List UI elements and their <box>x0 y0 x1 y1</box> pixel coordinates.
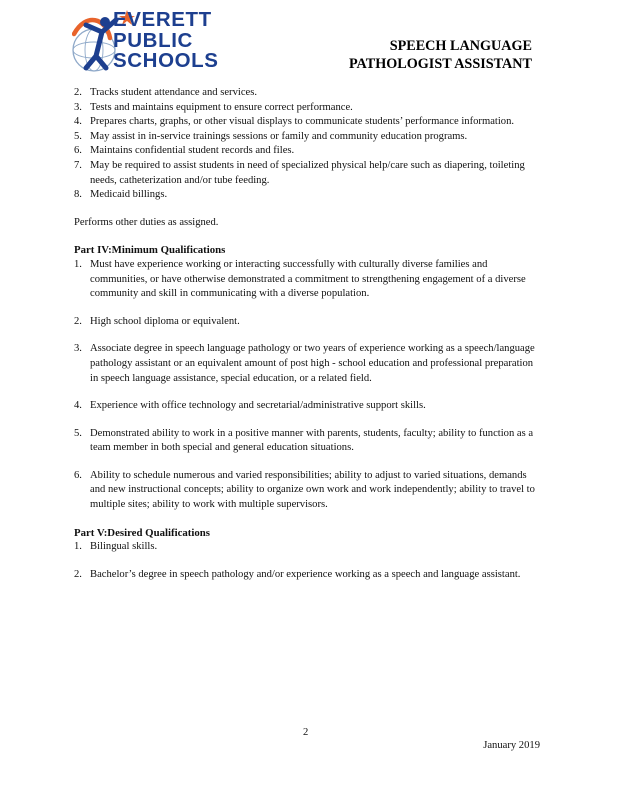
item-number: 7. <box>74 159 82 171</box>
item-number: 6. <box>74 145 82 157</box>
logo-line: EVERETT <box>113 8 212 31</box>
item-text: Associate degree in speech language pathology or two years of experience working as a speech/language pathology assistant or an equivalent amount of post high - school education and professional preparation in speech language assistance, special education, or a related field. <box>90 343 535 384</box>
list-item <box>74 144 542 159</box>
list-item <box>74 101 542 116</box>
item-number: 2. <box>74 568 82 580</box>
item-number: 1. <box>74 258 82 270</box>
other-duties-text: Performs other duties as assigned. <box>74 216 219 228</box>
item-text: High school diploma or equivalent. <box>90 315 240 327</box>
title-line: PATHOLOGIST ASSISTANT <box>348 56 532 72</box>
list-item <box>74 469 542 513</box>
item-text: Tests and maintains equipment to ensure correct performance. <box>90 101 353 113</box>
list-item <box>74 258 542 302</box>
item-number: 5. <box>74 130 82 142</box>
desired-qualifications-list <box>74 540 542 582</box>
duties-list <box>74 86 542 203</box>
item-number: 3. <box>74 343 82 355</box>
minimum-qualifications-list <box>74 258 542 513</box>
item-text: Demonstrated ability to work in a positive manner with parents, students, faculty; ability to function as a team member in both special and general education situations. <box>90 427 534 454</box>
document-body <box>74 86 542 582</box>
item-text: May assist in in-service trainings sessions or family and community education programs. <box>90 130 468 142</box>
item-number: 4. <box>74 400 82 412</box>
item-number: 2. <box>74 315 82 327</box>
page-number: 2 <box>303 727 309 738</box>
list-item <box>74 540 542 555</box>
list-item <box>74 399 542 414</box>
part-iv-heading: Part IV:Minimum Qualifications <box>74 244 226 257</box>
item-text: Medicaid billings. <box>90 189 168 201</box>
item-text: Ability to schedule numerous and varied responsibilities; ability to adjust to varied situations, demands and new instructional concepts; ability to organize own work and work independently; ability to travel to multiple sites; ability to work with multiple supervisors. <box>90 469 535 511</box>
item-number: 3. <box>74 101 82 113</box>
list-item <box>74 115 542 130</box>
item-text: Bachelor’s degree in speech pathology and/or experience working as a speech and language assistant. <box>90 568 521 580</box>
item-text: Maintains confidential student records and files. <box>90 145 295 157</box>
item-number: 5. <box>74 427 82 439</box>
item-text: Experience with office technology and secretarial/administrative support skills. <box>90 400 426 412</box>
item-number: 1. <box>74 541 82 553</box>
logo-line: PUBLIC <box>113 28 193 52</box>
list-item <box>74 159 542 188</box>
list-item <box>74 427 542 456</box>
list-item <box>74 568 542 583</box>
item-text: Must have experience working or interacting successfully with culturally diverse families and communities, or have otherwise demonstrated a commitment to strengthening engagement of a diverse community and skill in communicating with a diverse population. <box>90 258 526 300</box>
document-title <box>349 37 532 73</box>
list-item <box>74 315 542 330</box>
list-item <box>74 130 542 145</box>
list-item <box>74 86 542 101</box>
list-item <box>74 342 542 386</box>
list-item <box>74 188 542 203</box>
item-text: Tracks student attendance and services. <box>90 87 257 98</box>
item-text: Bilingual skills. <box>90 541 158 553</box>
item-number: 4. <box>74 116 82 128</box>
item-number: 2. <box>74 87 82 98</box>
logo-line: SCHOOLS <box>113 49 219 72</box>
logo-wordmark <box>113 10 219 72</box>
item-number: 8. <box>74 189 82 201</box>
revision-date: January 2019 <box>483 740 540 751</box>
part-v-heading: Part V:Desired Qualifications <box>74 526 210 539</box>
item-text: May be required to assist students in need of specialized physical help/care such as diapering, toileting needs, catheterization and/or tube feeding. <box>90 159 525 186</box>
item-number: 6. <box>74 469 82 481</box>
item-text: Prepares charts, graphs, or other visual displays to communicate students’ performance information. <box>90 116 515 128</box>
title-line: SPEECH LANGUAGE <box>389 38 532 54</box>
